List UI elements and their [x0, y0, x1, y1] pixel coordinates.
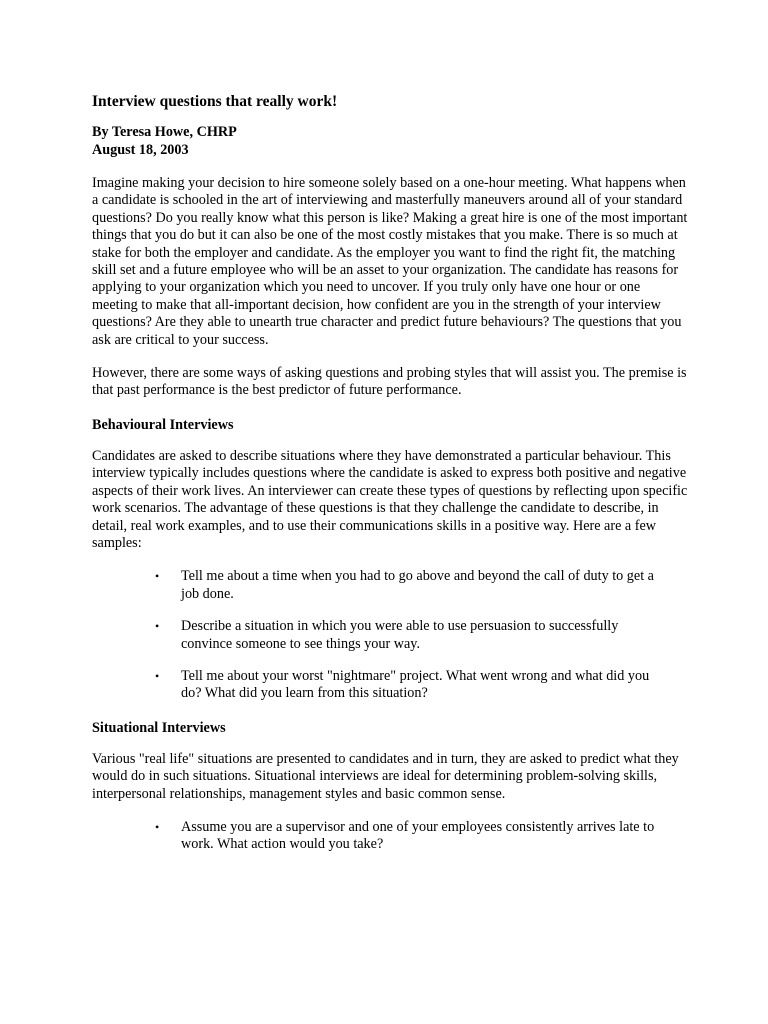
bullet-icon: • [155, 569, 160, 584]
bullet-icon: • [155, 619, 160, 634]
publish-date: August 18, 2003 [92, 142, 189, 158]
situational-paragraph: Various "real life" situations are presented to candidates and in turn, they are asked to predict what they would do in such situations. Situational interviews are ideal for determining problem-solving skills, interpersonal relationships, management styles and basic common sense. [92, 750, 679, 802]
list-item-text: Tell me about a time when you had to go above and beyond the call of duty to get a job done. [181, 568, 654, 602]
situational-sample-list [92, 819, 661, 854]
article-title: Interview questions that really work! [92, 93, 338, 110]
list-item [155, 818, 661, 854]
behavioural-sample-list [92, 568, 661, 702]
situational-heading: Situational Interviews [92, 719, 226, 736]
premise-paragraph: However, there are some ways of asking questions and probing styles that will assist you. The premise is that past performance is the best predictor of future performance. [92, 365, 687, 399]
bullet-icon: • [155, 668, 160, 683]
byline [92, 123, 688, 159]
list-item [155, 618, 661, 653]
author-name: By Teresa Howe, CHRP [92, 124, 237, 140]
intro-paragraph: Imagine making your decision to hire someone solely based on a one-hour meeting. What happens when a candidate is schooled in the art of interviewing and masterfully maneuvers around all of your standard questions? Do you really know what this person is like? Making a great hire is one of the most important things that you do but it can also be one of the most costly mistakes that you make. There is so much at stake for both the employer and candidate. As the employer you want to find the right fit, the matching skill set and a future employee who will be an asset to your organization. The candidate has reasons for applying to your organization which you need to uncover. If you truly only have one hour or one meeting to make that all-important decision, how confident are you in the strength of your interview questions? Are they able to unearth true character and predict future behaviours? The questions that you ask are critical to your success. [92, 175, 688, 348]
bullet-icon: • [155, 819, 160, 834]
list-item [155, 667, 661, 703]
list-item [155, 568, 661, 603]
behavioural-heading: Behavioural Interviews [92, 416, 234, 433]
list-item-text: Assume you are a supervisor and one of your employees consistently arrives late to work. What action would you take? [181, 818, 655, 853]
list-item-text: Tell me about your worst "nightmare" project. What went wrong and what did you do? What did you learn from this situation? [181, 667, 650, 702]
list-item-text: Describe a situation in which you were able to use persuasion to successfully convince someone to see things your way. [181, 618, 619, 652]
behavioural-paragraph: Candidates are asked to describe situations where they have demonstrated a particular behaviour. This interview typically includes questions where the candidate is asked to express both positive and negative aspects of their work lives. An interviewer can create these types of questions by reflecting upon specific work scenarios. The advantage of these questions is that they challenge the candidate to describe, in detail, real work examples, and to use their communications skills in a positive way. Here are a few samples: [92, 447, 688, 551]
